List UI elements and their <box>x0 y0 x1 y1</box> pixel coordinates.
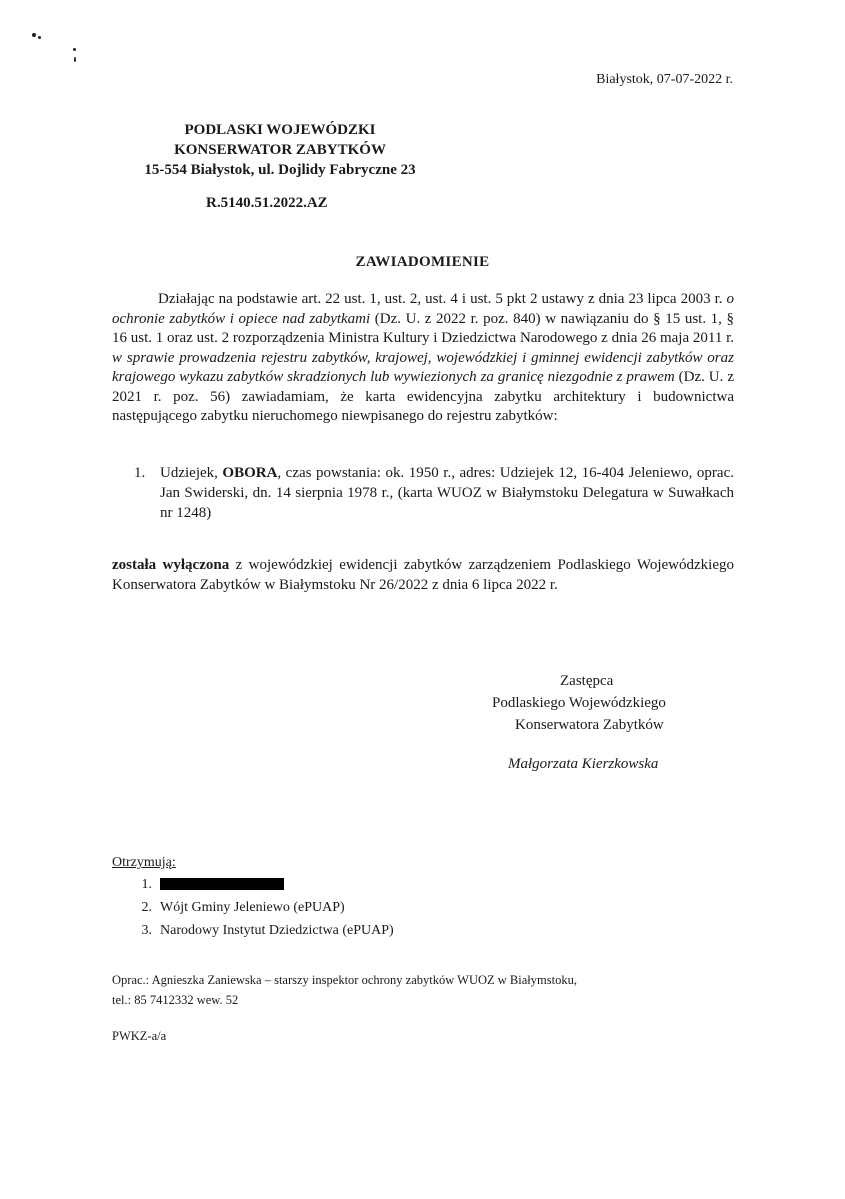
phone-number: tel.: 85 7412332 wew. 52 <box>112 993 239 1007</box>
scan-speck <box>74 57 76 62</box>
paragraph-text: (Dz. U. z 2022 r. poz. 840) w nawiązaniu do § 15 ust. 1, § 16 ust. 1 oraz ust. 2 rozporządzenia Ministra Kultury i Dziedzictwa Narodowego z dnia 26 maja 2011 r. <box>112 310 735 346</box>
recipient-name: Narodowy Instytut Dziedzictwa (ePUAP) <box>160 923 394 938</box>
scan-speck <box>38 36 41 39</box>
prepared-by-footer <box>112 970 577 1010</box>
paragraph-text: Działając na podstawie art. 22 ust. 1, ust. 2, ust. 4 i ust. 5 pkt 2 ustawy z dnia 23 lipca 2003 r. <box>158 291 727 307</box>
issuer-line-2: KONSERWATOR ZABYTKÓW <box>174 142 386 158</box>
archive-code: PWKZ-a/a <box>112 1029 167 1043</box>
document-title: ZAWIADOMIENIE <box>355 254 490 270</box>
decision-emphasis: została wyłączona <box>112 557 230 573</box>
case-number: R.5140.51.2022.AZ <box>206 195 328 211</box>
monument-description: Udziejek, OBORA, czas powstania: ok. 1950 r., adres: Udziejek 12, 16-404 Jeleniewo, oprac. Jan Swiderski, dn. 14 sierpnia 1978 r., (karta WUOZ w Białymstoku Delegatura w Suwałkach nr 1248) <box>160 465 734 521</box>
issuer-header <box>0 120 560 180</box>
recipients-heading: Otrzymują: <box>112 855 176 870</box>
document-date: Białystok, 07-07-2022 r. <box>596 72 733 87</box>
signatory-block <box>470 670 720 736</box>
monument-list-item <box>134 463 734 523</box>
signatory-office-2: Konserwatora Zabytków <box>515 717 664 733</box>
list-number: 1. <box>134 465 146 481</box>
act-title: o ochronie zabytków i opiece nad zabytkami <box>112 291 734 327</box>
scan-speck <box>32 33 36 37</box>
decision-paragraph <box>112 556 734 595</box>
redacted-block <box>160 878 284 890</box>
monument-name: OBORA <box>222 465 278 481</box>
signatory-name: Małgorzata Kierzkowska <box>508 756 659 772</box>
recipient-name: Wójt Gminy Jeleniewo (ePUAP) <box>160 900 345 915</box>
signatory-role: Zastępca <box>560 673 614 689</box>
issuer-line-1: PODLASKI WOJEWÓDZKI <box>184 122 376 138</box>
recipient-number: 2. <box>141 900 152 915</box>
paragraph-text: (Dz. U. z 2021 r. poz. 56) zawiadamiam, że karta ewidencyjna zabytku architektury i budownictwa następującego zabytku nieruchomego niewpisanego do rejestru zabytków: <box>112 369 734 424</box>
legal-basis-paragraph <box>112 290 734 427</box>
decision-text: z wojewódzkiej ewidencji zabytków zarządzeniem Podlaskiego Wojewódzkiego Konserwatora Zabytków w Białymstoku Nr 26/2022 z dnia 6 lipca 2022 r. <box>112 557 734 593</box>
signatory-office-1: Podlaskiego Wojewódzkiego <box>492 695 666 711</box>
recipient-number: 1. <box>141 877 152 892</box>
issuer-address: 15-554 Białystok, ul. Dojlidy Fabryczne 23 <box>144 162 416 178</box>
regulation-title: w sprawie prowadzenia rejestru zabytków, krajowej, wojewódzkiej i gminnej ewidencji zabytków oraz krajowego wykazu zabytków skradzionych lub wywiezionych za granicę niezgodnie z prawem <box>112 349 734 385</box>
recipient-number: 3. <box>141 923 152 938</box>
scan-speck <box>73 48 76 51</box>
prepared-by: Oprac.: Agnieszka Zaniewska – starszy inspektor ochrony zabytków WUOZ w Białymstoku, <box>112 973 577 987</box>
